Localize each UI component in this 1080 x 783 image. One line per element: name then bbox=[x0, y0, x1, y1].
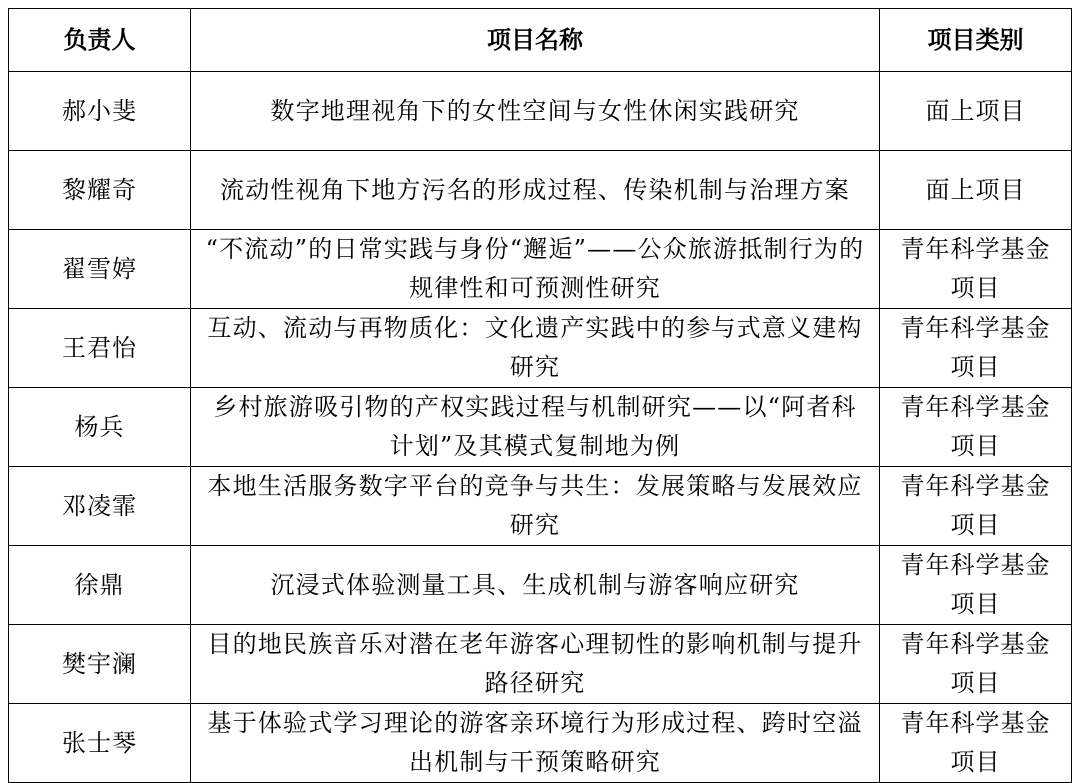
project-name-cell: “不流动”的日常实践与身份“邂逅”——公众旅游抵制行为的规律性和可预测性研究 bbox=[191, 230, 880, 309]
project-category-cell: 面上项目 bbox=[880, 151, 1072, 230]
project-name-cell: 数字地理视角下的女性空间与女性休闲实践研究 bbox=[191, 72, 880, 151]
project-category-cell: 青年科学基金项目 bbox=[880, 230, 1072, 309]
project-category-cell: 青年科学基金项目 bbox=[880, 625, 1072, 704]
project-name-cell: 互动、流动与再物质化：文化遗产实践中的参与式意义建构研究 bbox=[191, 309, 880, 388]
leader-cell: 黎耀奇 bbox=[9, 151, 191, 230]
project-name-cell: 乡村旅游吸引物的产权实践过程与机制研究——以“阿者科计划”及其模式复制地为例 bbox=[191, 388, 880, 467]
table-row bbox=[9, 230, 1072, 309]
leader-cell: 樊宇澜 bbox=[9, 625, 191, 704]
project-name-cell: 目的地民族音乐对潜在老年游客心理韧性的影响机制与提升路径研究 bbox=[191, 625, 880, 704]
project-category-cell: 面上项目 bbox=[880, 72, 1072, 151]
table-row bbox=[9, 467, 1072, 546]
table-row bbox=[9, 309, 1072, 388]
table-row bbox=[9, 625, 1072, 704]
leader-cell: 徐鼎 bbox=[9, 546, 191, 625]
project-category-cell: 青年科学基金项目 bbox=[880, 704, 1072, 783]
project-table-container bbox=[8, 8, 1071, 783]
table-row bbox=[9, 72, 1072, 151]
project-category-cell: 青年科学基金项目 bbox=[880, 467, 1072, 546]
project-name-cell: 基于体验式学习理论的游客亲环境行为形成过程、跨时空溢出机制与干预策略研究 bbox=[191, 704, 880, 783]
project-category-cell: 青年科学基金项目 bbox=[880, 309, 1072, 388]
project-category-cell: 青年科学基金项目 bbox=[880, 388, 1072, 467]
project-table bbox=[8, 8, 1072, 783]
header-project-category: 项目类别 bbox=[880, 9, 1072, 72]
table-row bbox=[9, 546, 1072, 625]
leader-cell: 郝小斐 bbox=[9, 72, 191, 151]
project-category-cell: 青年科学基金项目 bbox=[880, 546, 1072, 625]
table-row bbox=[9, 388, 1072, 467]
leader-cell: 王君怡 bbox=[9, 309, 191, 388]
project-name-cell: 本地生活服务数字平台的竞争与共生：发展策略与发展效应研究 bbox=[191, 467, 880, 546]
leader-cell: 张士琴 bbox=[9, 704, 191, 783]
project-name-cell: 沉浸式体验测量工具、生成机制与游客响应研究 bbox=[191, 546, 880, 625]
table-row bbox=[9, 704, 1072, 783]
leader-cell: 邓凌霏 bbox=[9, 467, 191, 546]
header-project-name: 项目名称 bbox=[191, 9, 880, 72]
table-row bbox=[9, 151, 1072, 230]
leader-cell: 杨兵 bbox=[9, 388, 191, 467]
table-header-row bbox=[9, 9, 1072, 72]
project-name-cell: 流动性视角下地方污名的形成过程、传染机制与治理方案 bbox=[191, 151, 880, 230]
header-leader: 负责人 bbox=[9, 9, 191, 72]
leader-cell: 翟雪婷 bbox=[9, 230, 191, 309]
